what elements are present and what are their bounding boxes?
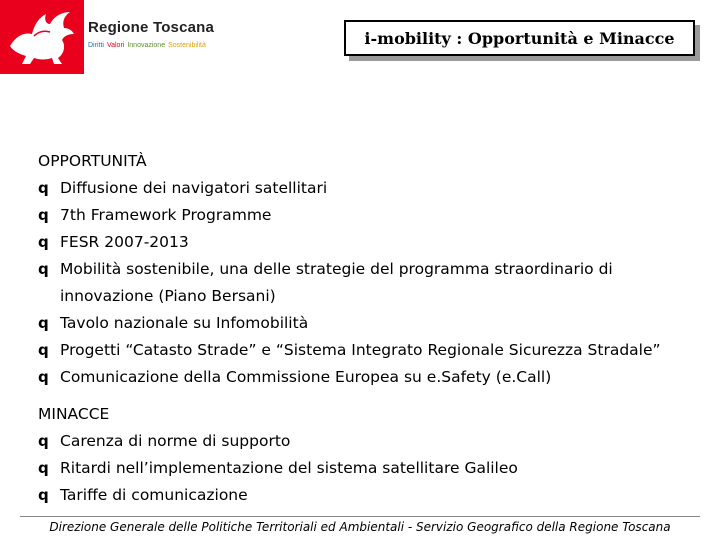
brand-block [88, 19, 214, 49]
list-item-text: Mobilità sostenibile, una delle strategie del programma straordinario di innovazione (Piano Bersani) [60, 260, 613, 305]
tagline-word: Valori [106, 42, 125, 49]
tagline-word: Diritti [88, 42, 104, 49]
bullet-icon: q [38, 486, 49, 504]
slide-title [344, 20, 695, 56]
bullet-icon: q [38, 260, 49, 278]
list-item [38, 364, 708, 391]
list-item [38, 256, 708, 310]
tagline-word: Sostenibilità [168, 42, 206, 49]
list-item [38, 229, 708, 256]
list-item [38, 482, 708, 509]
footer-divider [20, 516, 700, 517]
list-item-text: Progetti “Catasto Strade” e “Sistema Integrato Regionale Sicurezza Stradale” [60, 341, 661, 359]
list-item [38, 337, 708, 364]
region-logo [0, 0, 84, 74]
list-item-text: Tariffe di comunicazione [60, 486, 248, 504]
footer-text: Direzione Generale delle Politiche Territoriali ed Ambientali - Servizio Geografico della Regione Toscana [49, 520, 671, 534]
list-item [38, 428, 708, 455]
slide-content [38, 148, 708, 509]
threats-heading: MINACCE [38, 405, 110, 423]
section-gap [38, 391, 708, 401]
list-item-text: FESR 2007-2013 [60, 233, 189, 251]
opportunities-heading: OPPORTUNITÀ [38, 152, 147, 170]
list-item-text: Tavolo nazionale su Infomobilità [60, 314, 309, 332]
list-item-text: 7th Framework Programme [60, 206, 272, 224]
list-item [38, 175, 708, 202]
list-item-text: Ritardi nell’implementazione del sistema satellitare Galileo [60, 459, 518, 477]
list-item-text: Diffusione dei navigatori satellitari [60, 179, 328, 197]
slide-title-text: i-mobility : Opportunità e Minacce [364, 28, 675, 48]
brand-name: Regione Toscana [88, 19, 215, 36]
list-item [38, 455, 708, 482]
list-item-text: Carenza di norme di supporto [60, 432, 291, 450]
bullet-icon: q [38, 233, 49, 251]
bullet-icon: q [38, 341, 49, 359]
tagline-word: Innovazione [127, 42, 166, 49]
list-item [38, 202, 708, 229]
bullet-icon: q [38, 368, 49, 386]
bullet-icon: q [38, 206, 49, 224]
bullet-icon: q [38, 459, 49, 477]
winged-horse-logo-icon [4, 6, 80, 68]
list-item [38, 310, 708, 337]
brand-tagline [88, 42, 214, 49]
bullet-icon: q [38, 179, 49, 197]
bullet-icon: q [38, 432, 49, 450]
list-item-text: Comunicazione della Commissione Europea su e.Safety (e.Call) [60, 368, 552, 386]
bullet-icon: q [38, 314, 49, 332]
